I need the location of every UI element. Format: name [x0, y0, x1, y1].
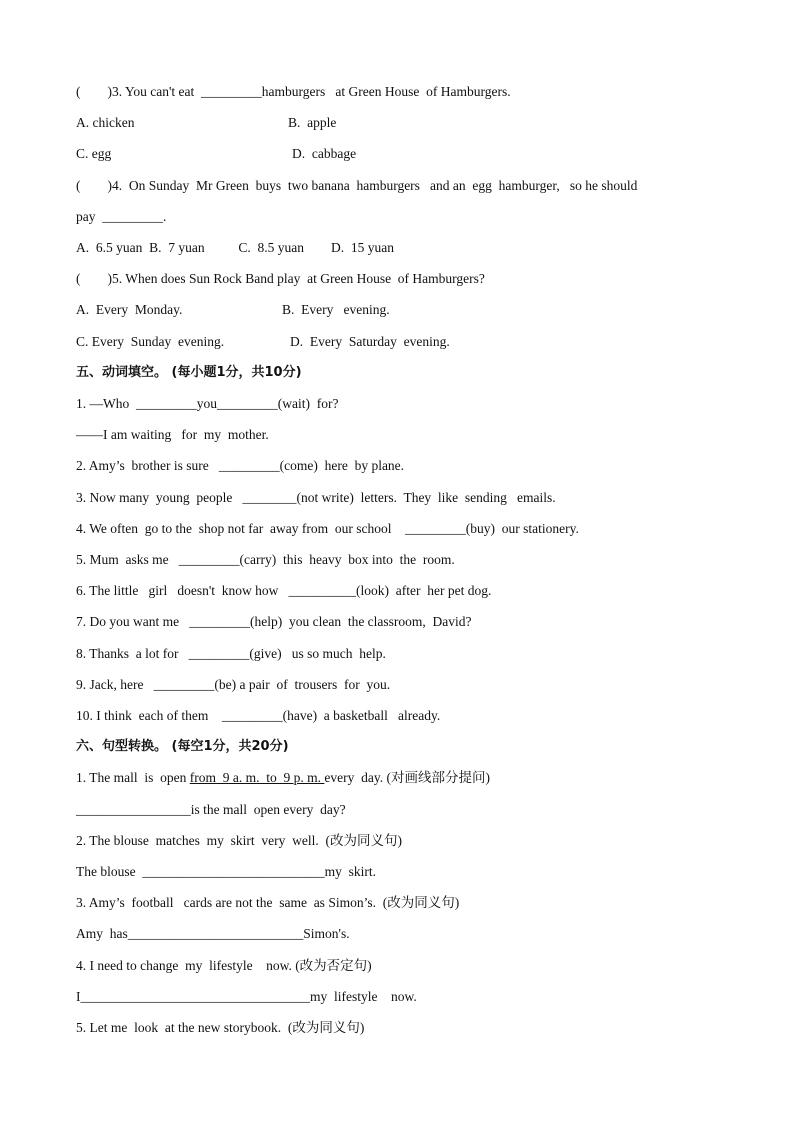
section-6-sentence-2: 2. The blouse matches my skirt very well. (改为同义句) [76, 833, 402, 848]
section-6-sentence-1 [76, 770, 490, 786]
sentence-1-suffix: every day. (对画线部分提问) [324, 770, 490, 785]
section-5-item: 8. Thanks a lot for _________(give) us so much help. [76, 646, 386, 661]
question-3-option-a: A. chicken [76, 115, 135, 130]
section-5-item: 5. Mum asks me _________(carry) this heavy box into the room. [76, 552, 455, 567]
section-5-item: 7. Do you want me _________(help) you clean the classroom, David? [76, 614, 472, 629]
section-5-item: ——I am waiting for my mother. [76, 427, 269, 442]
section-5-title: 五、动词填空。 (每小题1分，共10分) [76, 365, 302, 380]
section-5-item: 2. Amy’s brother is sure _________(come) here by plane. [76, 458, 405, 473]
section-6-sentence-3: 3. Amy’s football cards are not the same as Simon’s. (改为同义句) [76, 895, 460, 910]
question-5-option-a: A. Every Monday. [76, 302, 183, 317]
section-6-answer-2: The blouse ___________________________my skirt. [76, 864, 376, 879]
question-3-option-b: B. apple [288, 115, 337, 130]
question-5-option-d: D. Every Saturday evening. [290, 334, 450, 349]
question-5-stem: ( )5. When does Sun Rock Band play at Green House of Hamburgers? [76, 271, 485, 286]
section-5-item: 6. The little girl doesn't know how __________(look) after her pet dog. [76, 583, 492, 598]
section-5-item: 9. Jack, here _________(be) a pair of trousers for you. [76, 677, 391, 692]
section-6-sentence-5: 5. Let me look at the new storybook. (改为同义句) [76, 1020, 365, 1035]
question-3-option-d: D. cabbage [292, 146, 357, 161]
section-6-answer-3: Amy has__________________________Simon's. [76, 926, 350, 941]
section-6-title: 六、句型转换。 (每空1分，共20分) [76, 739, 289, 754]
sentence-1-underlined-phrase: from 9 a. m. to 9 p. m. [189, 770, 325, 785]
question-4-stem: ( )4. On Sunday Mr Green buys two banana hamburgers and an egg hamburger, so he should [76, 178, 638, 193]
section-5-item: 1. —Who _________you_________(wait) for? [76, 396, 339, 411]
question-4-stem-continued: pay _________. [76, 209, 167, 224]
section-6-sentence-4: 4. I need to change my lifestyle now. (改为否定句) [76, 958, 372, 973]
section-6-answer-1: _________________is the mall open every day? [76, 802, 346, 817]
sentence-1-prefix: 1. The mall is open [76, 770, 190, 785]
question-3-stem: ( )3. You can't eat _________hamburgers at Green House of Hamburgers. [76, 84, 511, 99]
question-4-options: A. 6.5 yuan B. 7 yuan C. 8.5 yuan D. 15 yuan [76, 240, 394, 255]
section-6-answer-4: I__________________________________my lifestyle now. [76, 989, 417, 1004]
section-5-item: 4. We often go to the shop not far away from our school _________(buy) our stationery. [76, 521, 579, 536]
question-5-option-c: C. Every Sunday evening. [76, 334, 225, 349]
question-5-option-b: B. Every evening. [282, 302, 390, 317]
section-5-item: 10. I think each of them _________(have) a basketball already. [76, 708, 441, 723]
section-5-item: 3. Now many young people ________(not write) letters. They like sending emails. [76, 490, 556, 505]
question-3-option-c: C. egg [76, 146, 112, 161]
